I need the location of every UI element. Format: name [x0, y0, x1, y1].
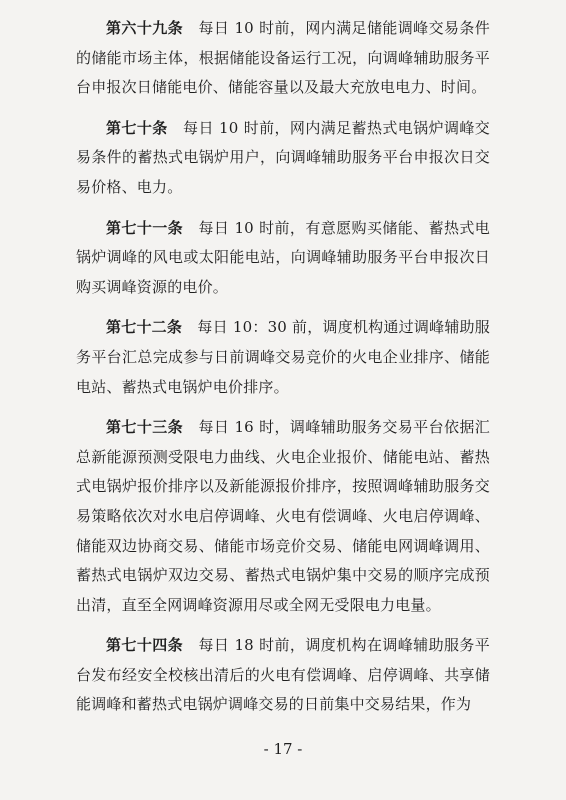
- article-72: [76, 313, 490, 402]
- article-heading: 第七十一条: [106, 218, 184, 237]
- article-heading: 第七十四条: [106, 636, 184, 655]
- article-heading: 第七十条: [106, 118, 168, 137]
- article-heading: 第七十三条: [106, 418, 184, 437]
- article-71: [76, 214, 490, 303]
- article-74: [76, 631, 490, 720]
- article-69: [76, 14, 490, 103]
- article-heading: 第七十二条: [106, 318, 183, 337]
- article-heading: 第六十九条: [106, 19, 184, 37]
- article-70: [76, 114, 490, 203]
- document-body: [76, 14, 490, 731]
- article-text: 每日 10 时前，网内满足储能调峰交易条件的储能市场主体，根据储能设备运行工况，向调峰辅助服务平台申报次日储能电价、储能容量以及最大充放电电力、时间。: [76, 19, 490, 97]
- page-number: - 17 -: [263, 740, 303, 758]
- article-73: [76, 413, 490, 620]
- article-text: 每日 16 时，调峰辅助服务交易平台依据汇总新能源预测受限电力曲线、火电企业报价、储能电站、蓄热式电锅炉报价排序以及新能源报价排序，按照调峰辅助服务交易策略依次对水电启停调峰、火电有偿调峰、火电启停调峰、储能双边协商交易、储能市场竞价交易、储能电网调峰调用、蓄热式电锅炉双边交易、蓄热式电锅炉集中交易的顺序完成预出清，直至全网调峰资源用尽或全网无受限电力电量。: [76, 418, 490, 614]
- article-text: 每日 18 时前，调度机构在调峰辅助服务平台发布经安全校核出清后的火电有偿调峰、启停调峰、共享储能调峰和蓄热式电锅炉调峰交易的日前集中交易结果，作为: [76, 636, 490, 714]
- article-text: 每日 10 时前，有意愿购买储能、蓄热式电锅炉调峰的风电或太阳能电站，向调峰辅助服务平台申报次日购买调峰资源的电价。: [76, 218, 490, 296]
- article-text: 每日 10 时前，网内满足蓄热式电锅炉调峰交易条件的蓄热式电锅炉用户，向调峰辅助服务平台申报次日交易价格、电力。: [76, 118, 490, 196]
- article-text: 每日 10：30 前，调度机构通过调峰辅助服务平台汇总完成参与日前调峰交易竞价的火电企业排序、储能电站、蓄热式电锅炉电价排序。: [76, 318, 490, 396]
